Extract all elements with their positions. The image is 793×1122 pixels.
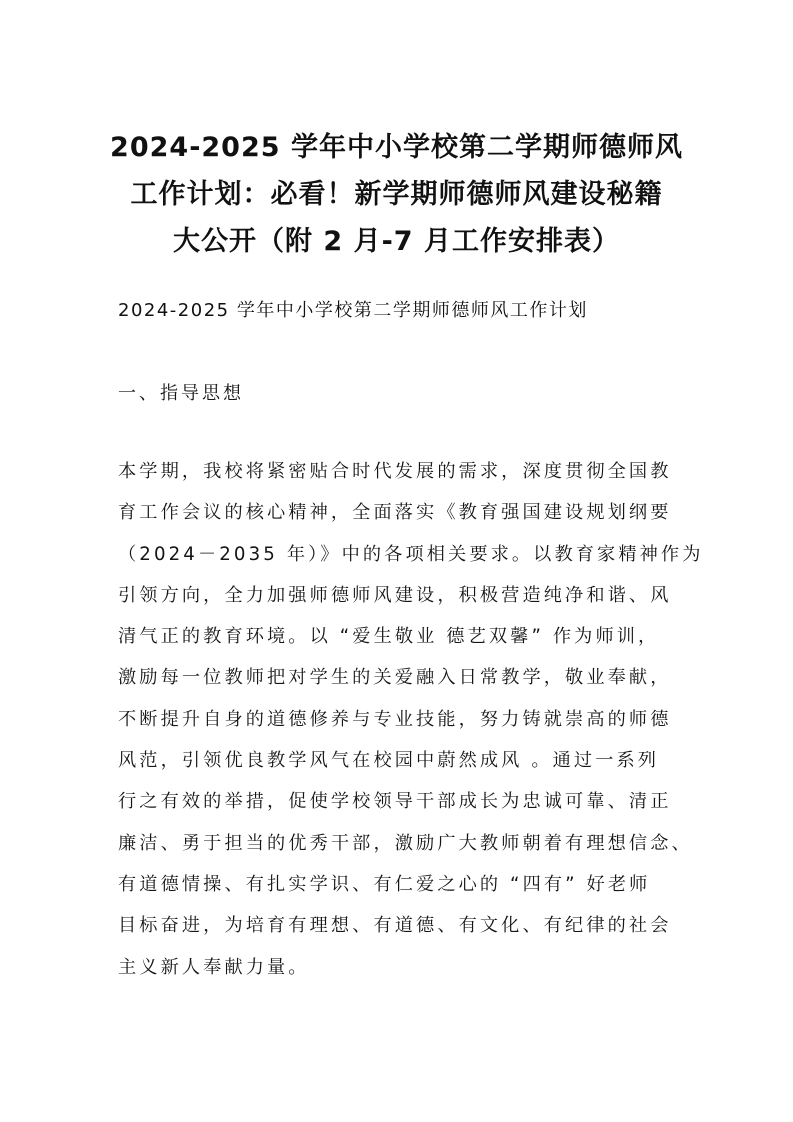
title-line-2: 工作计划：必看！新学期师德师风建设秘籍 [130, 179, 663, 210]
section-heading: 一、指导思想 [118, 383, 244, 404]
document-subtitle: 2024-2025 学年中小学校第二学期师德师风工作计划 [118, 300, 588, 321]
paragraph-line: 主义新人奉献力量。 [118, 956, 310, 978]
title-line-1: 2024-2025 学年中小学校第二学期师德师风 [110, 132, 683, 163]
paragraph-line: 行之有效的举措，促使学校领导干部成长为忠诚可靠、清正 [118, 791, 672, 813]
body-paragraph [118, 459, 704, 996]
paragraph-line: 育工作会议的核心精神，全面落实《教育强国建设规划纲要 [118, 502, 672, 524]
paragraph-line: 有道德情操、有扎实学识、有仁爱之心的 “四有” 好老师 [118, 873, 651, 895]
paragraph-line: 激励每一位教师把对学生的关爱融入日常教学，敬业奉献， [118, 667, 672, 689]
paragraph-line: 清气正的教育环境。以 “爱生敬业 德艺双馨” 作为师训， [118, 626, 660, 648]
paragraph-line: 引领方向，全力加强师德师风建设，积极营造纯净和谐、风 [118, 584, 672, 606]
paragraph-line: 不断提升自身的道德修养与专业技能，努力铸就崇高的师德 [118, 708, 672, 730]
paragraph-line: 目标奋进，为培育有理想、有道德、有文化、有纪律的社会 [118, 915, 672, 937]
document-title [100, 124, 693, 265]
paragraph-line: 风范，引领优良教学风气在校园中蔚然成风 。通过一系列 [118, 750, 660, 772]
paragraph-line: （2024－2035 年）》中的各项相关要求。以教育家精神作为 [118, 543, 704, 565]
paragraph-line: 本学期，我校将紧密贴合时代发展的需求，深度贯彻全国教 [118, 461, 672, 482]
paragraph-line: 廉洁、勇于担当的优秀干部，激励广大教师朝着有理想信念、 [118, 832, 693, 854]
title-line-3: 大公开（附 2 月-7 月工作安排表） [173, 226, 620, 257]
